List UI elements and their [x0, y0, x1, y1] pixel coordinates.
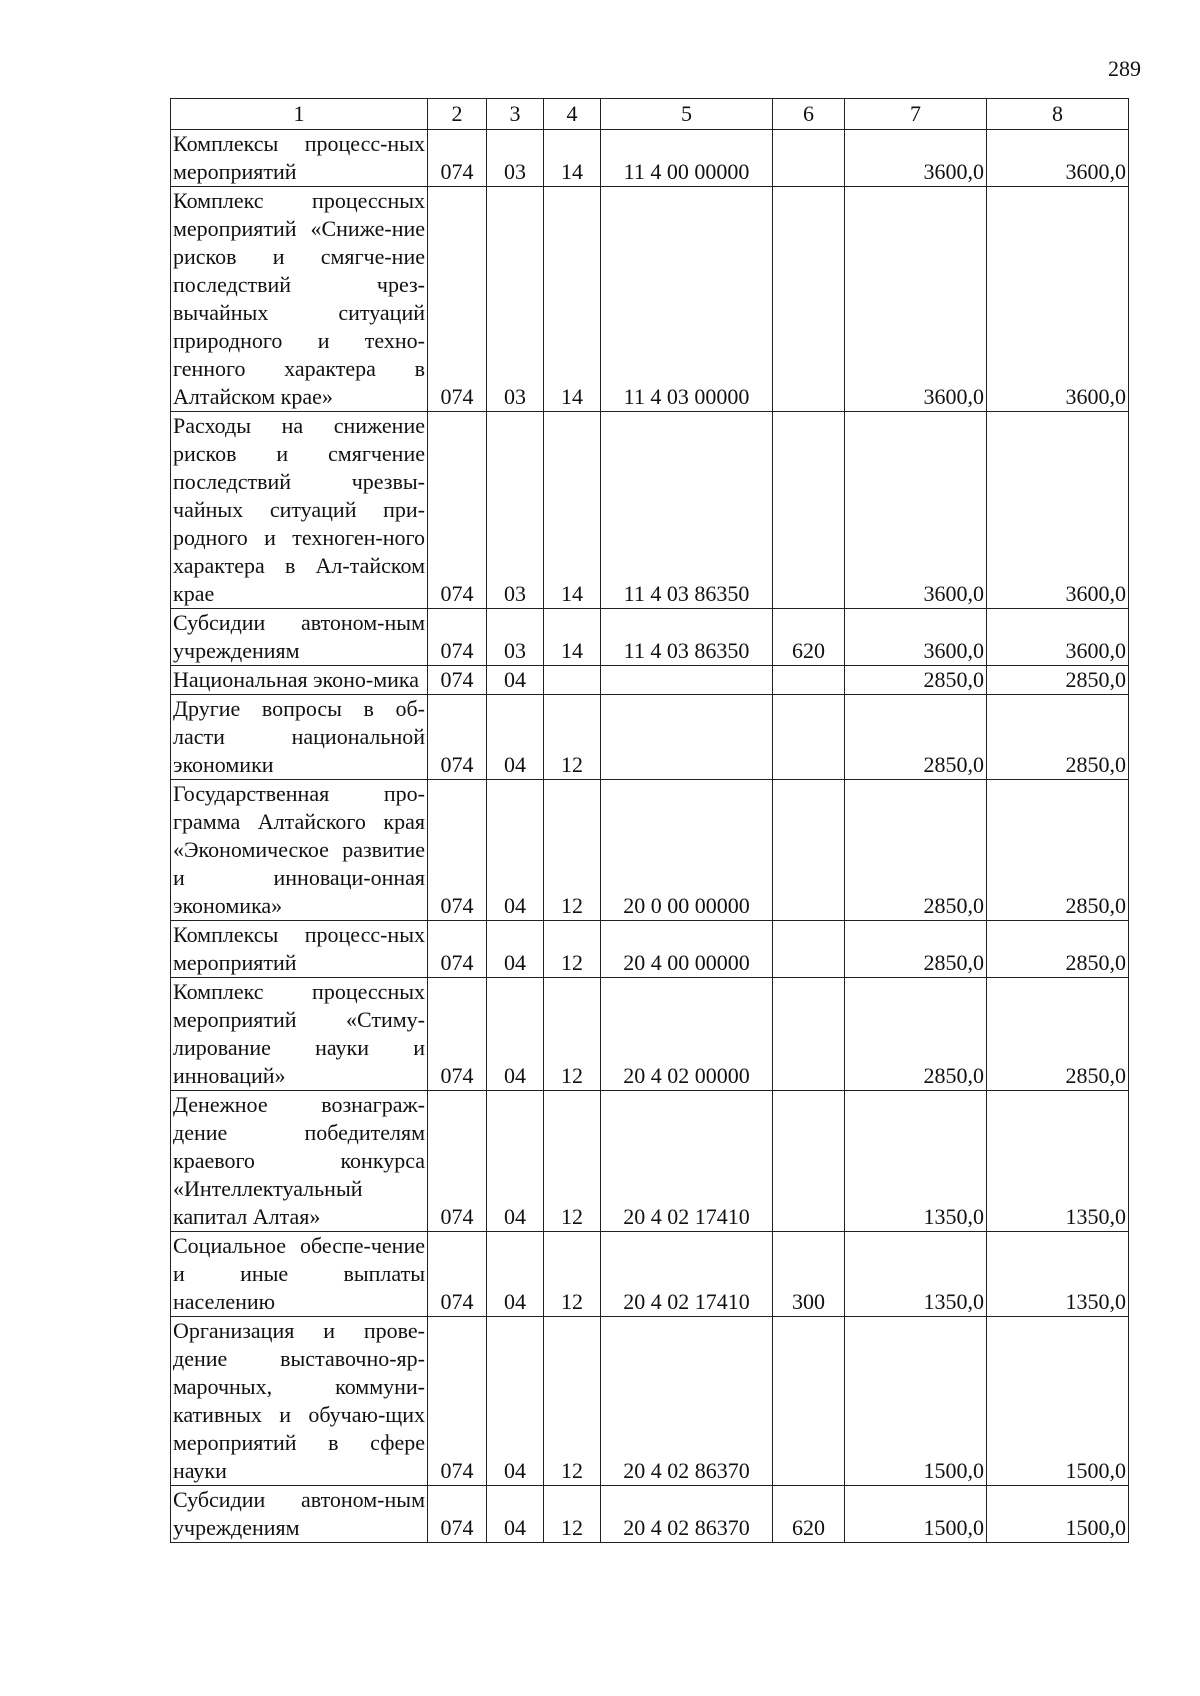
- amount-cell: 1500,0: [987, 1317, 1129, 1486]
- subsection-code-cell: 14: [544, 130, 601, 187]
- department-code-cell: 074: [428, 412, 487, 609]
- section-code-cell: 04: [487, 1232, 544, 1317]
- department-code-cell: 074: [428, 666, 487, 695]
- amount-cell: 1350,0: [987, 1232, 1129, 1317]
- expense-type-cell: [773, 666, 845, 695]
- subsection-code-cell: 12: [544, 1317, 601, 1486]
- table-body: [171, 130, 1129, 1543]
- amount-cell: 2850,0: [987, 780, 1129, 921]
- subsection-code-cell: 12: [544, 978, 601, 1091]
- department-code-cell: 074: [428, 1091, 487, 1232]
- amount-cell: 2850,0: [987, 921, 1129, 978]
- amount-cell: 2850,0: [845, 978, 987, 1091]
- amount-cell: 1500,0: [845, 1317, 987, 1486]
- table-row: [171, 1317, 1129, 1486]
- expense-type-cell: [773, 780, 845, 921]
- expense-type-cell: [773, 978, 845, 1091]
- amount-cell: 3600,0: [845, 609, 987, 666]
- table-row: [171, 695, 1129, 780]
- department-code-cell: 074: [428, 1317, 487, 1486]
- target-article-cell: 11 4 03 86350: [601, 412, 773, 609]
- item-name-cell: Денежное вознаграж-дение победителям краевого конкурса «Интеллектуальный капитал Алтая»: [171, 1091, 428, 1232]
- amount-cell: 1350,0: [845, 1091, 987, 1232]
- department-code-cell: 074: [428, 130, 487, 187]
- target-article-cell: 20 4 02 00000: [601, 978, 773, 1091]
- department-code-cell: 074: [428, 695, 487, 780]
- section-code-cell: 04: [487, 780, 544, 921]
- table-row: [171, 130, 1129, 187]
- department-code-cell: 074: [428, 921, 487, 978]
- table-row: [171, 666, 1129, 695]
- amount-cell: 1500,0: [987, 1486, 1129, 1543]
- amount-cell: 1350,0: [845, 1232, 987, 1317]
- amount-cell: 2850,0: [987, 695, 1129, 780]
- target-article-cell: 11 4 03 86350: [601, 609, 773, 666]
- table-row: [171, 780, 1129, 921]
- amount-cell: 1500,0: [845, 1486, 987, 1543]
- amount-cell: 2850,0: [845, 780, 987, 921]
- amount-cell: 2850,0: [987, 978, 1129, 1091]
- table-row: [171, 921, 1129, 978]
- page-number: 289: [1108, 56, 1141, 81]
- target-article-cell: 11 4 00 00000: [601, 130, 773, 187]
- table-row: [171, 187, 1129, 412]
- department-code-cell: 074: [428, 1232, 487, 1317]
- section-code-cell: 04: [487, 1091, 544, 1232]
- expense-type-cell: [773, 695, 845, 780]
- subsection-code-cell: 14: [544, 187, 601, 412]
- expense-type-cell: [773, 1091, 845, 1232]
- subsection-code-cell: 12: [544, 695, 601, 780]
- expense-type-cell: 620: [773, 1486, 845, 1543]
- item-name-cell: Субсидии автоном-ным учреждениям: [171, 1486, 428, 1543]
- header-cell: 8: [987, 99, 1129, 130]
- item-name-cell: Другие вопросы в об-ласти национальной экономики: [171, 695, 428, 780]
- amount-cell: 3600,0: [987, 130, 1129, 187]
- subsection-code-cell: [544, 666, 601, 695]
- item-name-cell: Комплексы процесс-ных мероприятий: [171, 130, 428, 187]
- item-name-cell: Государственная про-грамма Алтайского края «Экономическое развитие и инноваци-онная экономика»: [171, 780, 428, 921]
- subsection-code-cell: 12: [544, 780, 601, 921]
- target-article-cell: 20 4 02 17410: [601, 1091, 773, 1232]
- item-name-cell: Комплексы процесс-ных мероприятий: [171, 921, 428, 978]
- target-article-cell: 20 0 00 00000: [601, 780, 773, 921]
- section-code-cell: 04: [487, 1317, 544, 1486]
- amount-cell: 2850,0: [845, 666, 987, 695]
- amount-cell: 3600,0: [987, 187, 1129, 412]
- target-article-cell: 20 4 02 17410: [601, 1232, 773, 1317]
- item-name-cell: Организация и прове-дение выставочно-яр-марочных, коммуни-кативных и обучаю-щих мероприятий в сфере науки: [171, 1317, 428, 1486]
- target-article-cell: 11 4 03 00000: [601, 187, 773, 412]
- section-code-cell: 04: [487, 1486, 544, 1543]
- table-row: [171, 1091, 1129, 1232]
- department-code-cell: 074: [428, 187, 487, 412]
- item-name-cell: Комплекс процессных мероприятий «Стиму-лирование науки и инноваций»: [171, 978, 428, 1091]
- subsection-code-cell: 14: [544, 412, 601, 609]
- section-code-cell: 03: [487, 412, 544, 609]
- amount-cell: 3600,0: [987, 609, 1129, 666]
- section-code-cell: 03: [487, 130, 544, 187]
- amount-cell: 2850,0: [987, 666, 1129, 695]
- header-row: [171, 99, 1129, 130]
- amount-cell: 3600,0: [845, 130, 987, 187]
- expense-type-cell: [773, 412, 845, 609]
- department-code-cell: 074: [428, 609, 487, 666]
- header-cell: 2: [428, 99, 487, 130]
- subsection-code-cell: 12: [544, 1232, 601, 1317]
- section-code-cell: 04: [487, 695, 544, 780]
- target-article-cell: 20 4 00 00000: [601, 921, 773, 978]
- section-code-cell: 04: [487, 921, 544, 978]
- table-row: [171, 1232, 1129, 1317]
- amount-cell: 3600,0: [845, 187, 987, 412]
- amount-cell: 3600,0: [987, 412, 1129, 609]
- table-row: [171, 1486, 1129, 1543]
- header-cell: 6: [773, 99, 845, 130]
- amount-cell: 1350,0: [987, 1091, 1129, 1232]
- expense-type-cell: [773, 187, 845, 412]
- table-row: [171, 412, 1129, 609]
- header-cell: 1: [171, 99, 428, 130]
- item-name-cell: Социальное обеспе-чение и иные выплаты населению: [171, 1232, 428, 1317]
- table-row: [171, 609, 1129, 666]
- target-article-cell: 20 4 02 86370: [601, 1486, 773, 1543]
- section-code-cell: 03: [487, 609, 544, 666]
- expense-type-cell: 620: [773, 609, 845, 666]
- subsection-code-cell: 12: [544, 1486, 601, 1543]
- expense-type-cell: [773, 1317, 845, 1486]
- subsection-code-cell: 14: [544, 609, 601, 666]
- amount-cell: 2850,0: [845, 695, 987, 780]
- target-article-cell: 20 4 02 86370: [601, 1317, 773, 1486]
- target-article-cell: [601, 666, 773, 695]
- header-cell: 5: [601, 99, 773, 130]
- subsection-code-cell: 12: [544, 1091, 601, 1232]
- amount-cell: 3600,0: [845, 412, 987, 609]
- expense-type-cell: [773, 130, 845, 187]
- item-name-cell: Национальная эконо-мика: [171, 666, 428, 695]
- item-name-cell: Расходы на снижение рисков и смягчение последствий чрезвы-чайных ситуаций при-родного и техноген-ного характера в Ал-тайском крае: [171, 412, 428, 609]
- header-cell: 4: [544, 99, 601, 130]
- section-code-cell: 04: [487, 978, 544, 1091]
- table-row: [171, 978, 1129, 1091]
- department-code-cell: 074: [428, 978, 487, 1091]
- expense-type-cell: 300: [773, 1232, 845, 1317]
- item-name-cell: Комплекс процессных мероприятий «Сниже-ние рисков и смягче-ние последствий чрез-вычайных ситуаций природного и техно-генного характера в Алтайском крае»: [171, 187, 428, 412]
- budget-table: [170, 98, 1129, 1543]
- department-code-cell: 074: [428, 1486, 487, 1543]
- amount-cell: 2850,0: [845, 921, 987, 978]
- expense-type-cell: [773, 921, 845, 978]
- department-code-cell: 074: [428, 780, 487, 921]
- item-name-cell: Субсидии автоном-ным учреждениям: [171, 609, 428, 666]
- header-cell: 7: [845, 99, 987, 130]
- subsection-code-cell: 12: [544, 921, 601, 978]
- target-article-cell: [601, 695, 773, 780]
- section-code-cell: 04: [487, 666, 544, 695]
- header-cell: 3: [487, 99, 544, 130]
- section-code-cell: 03: [487, 187, 544, 412]
